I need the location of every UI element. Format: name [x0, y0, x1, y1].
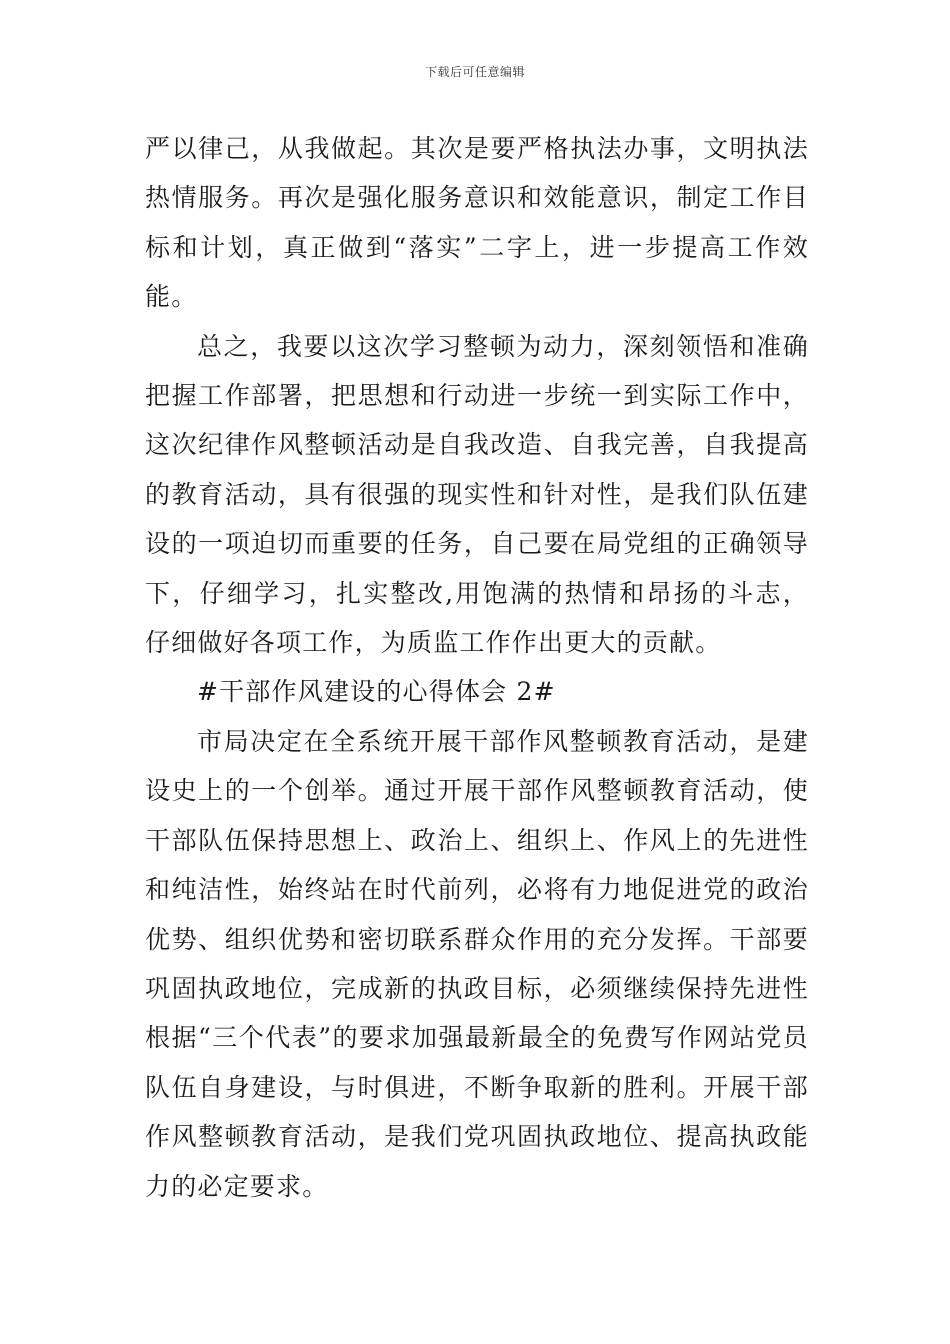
- paragraph-1: 严以律己，从我做起。其次是要严格执法办事，文明执法热情服务。再次是强化服务意识和效能意识，制定工作目标和计划，真正做到“落实”二字上，进一步提高工作效能。: [145, 134, 809, 312]
- paragraph-2: 总之，我要以这次学习整顿为动力，深刻领悟和准确把握工作部署，把思想和行动进一步统一到实际工作中，这次纪律作风整顿活动是自我改造、自我完善，自我提高的教育活动，具有很强的现实性和针对性，是我们队伍建设的一项迫切而重要的任务，自己要在局党组的正确领导下，仔细学习，扎实整改,用饱满的热情和昂扬的斗志，仔细做好各项工作，为质监工作作出更大的贡献。: [145, 331, 809, 658]
- section-heading: #干部作风建设的心得体会 2#: [197, 677, 556, 707]
- paragraph-3: 市局决定在全系统开展干部作风整顿教育活动，是建设史上的一个创举。通过开展干部作风整顿教育活动，使干部队伍保持思想上、政治上、组织上、作风上的先进性和纯洁性，始终站在时代前列，必将有力地促进党的政治优势、组织优势和密切联系群众作用的充分发挥。干部要巩固执政地位，完成新的执政目标，必须继续保持先进性根据“三个代表”的要求加强最新最全的免费写作网站党员队伍自身建设，与时俱进，不断争取新的胜利。开展干部作风整顿教育活动，是我们党巩固执政地位、提高执政能力的必定要求。: [145, 726, 809, 1201]
- page-header: 下载后可任意编辑: [424, 65, 525, 79]
- document-body: [145, 124, 809, 1211]
